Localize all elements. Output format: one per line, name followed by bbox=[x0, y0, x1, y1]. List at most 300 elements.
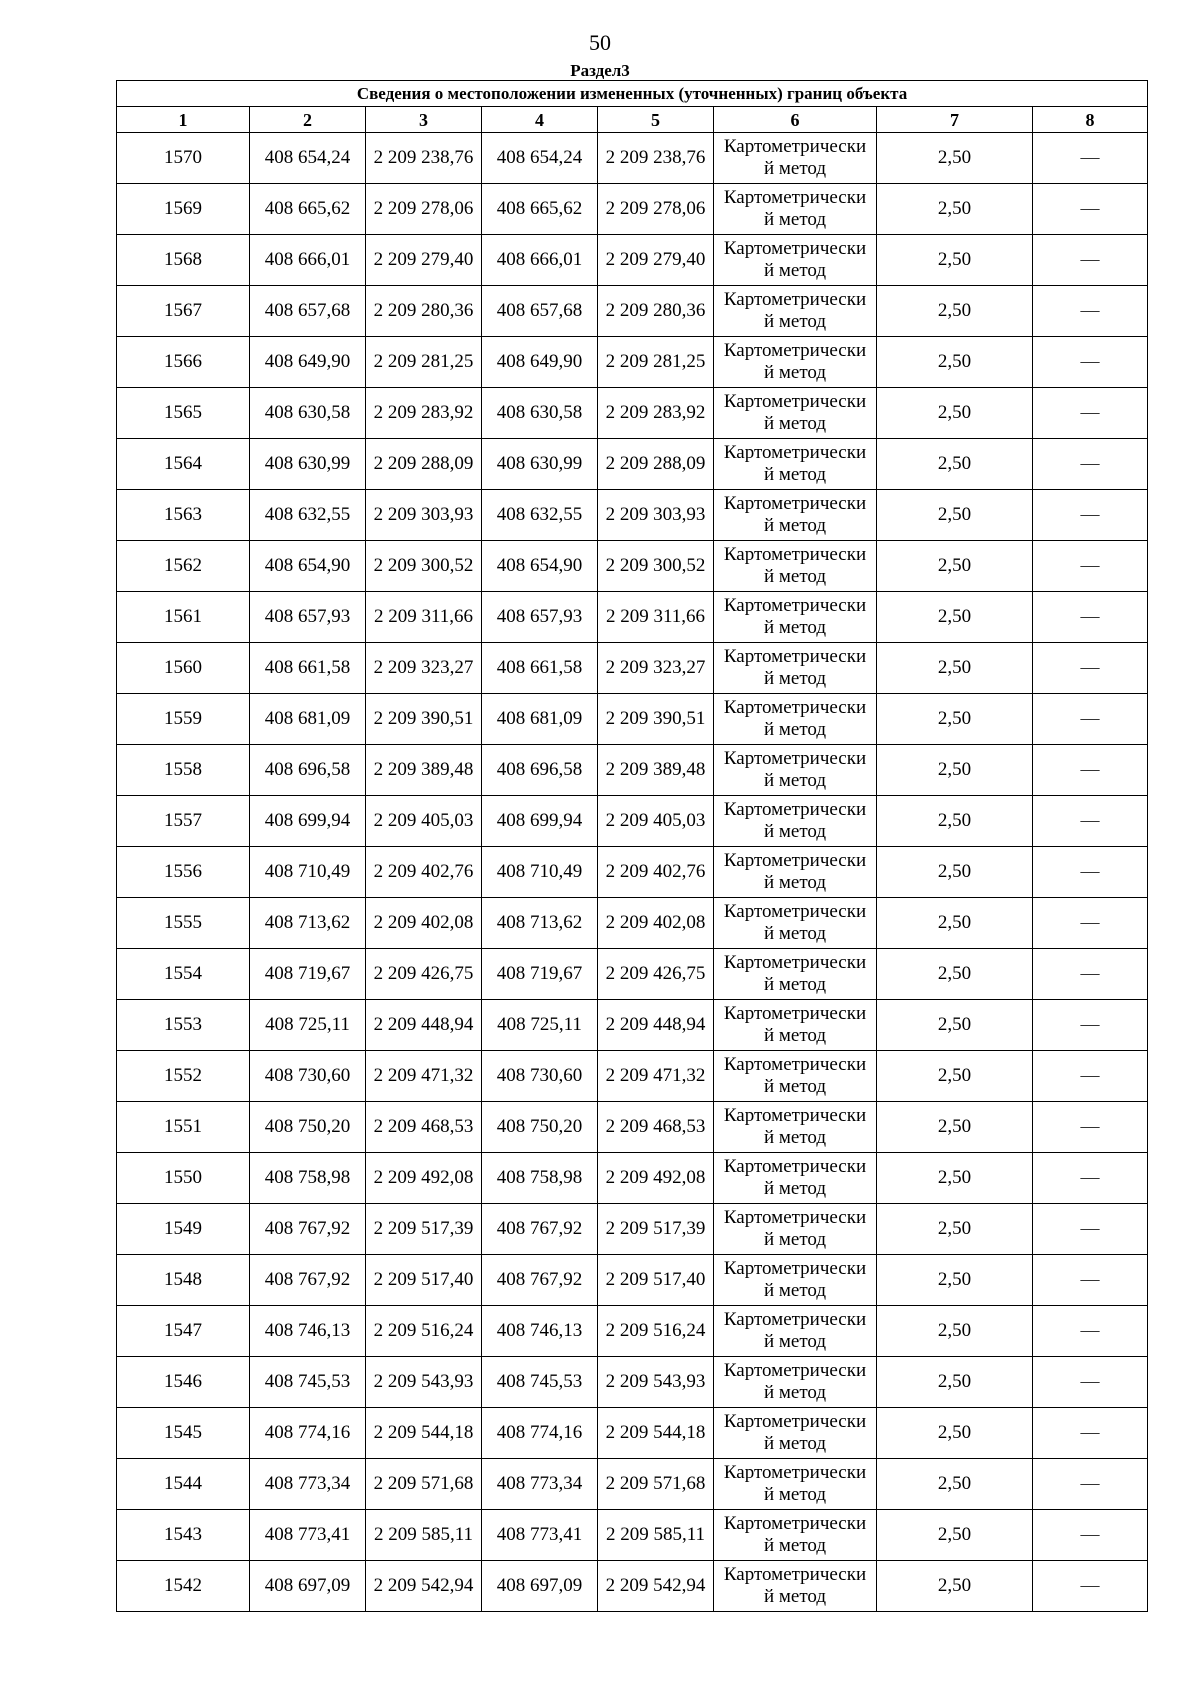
point-number-cell: 1546 bbox=[117, 1357, 250, 1408]
y-coordinate-cell: 2 209 288,09 bbox=[366, 439, 482, 490]
method-cell bbox=[714, 949, 877, 1000]
x-coordinate-refined-cell: 408 696,58 bbox=[482, 745, 598, 796]
y-coordinate-cell: 2 209 426,75 bbox=[366, 949, 482, 1000]
method-text: Картометрически bbox=[723, 1564, 867, 1585]
table-body bbox=[117, 133, 1148, 1612]
table-row bbox=[117, 1051, 1148, 1102]
y-coordinate-cell: 2 209 278,06 bbox=[366, 184, 482, 235]
notes-cell: — bbox=[1033, 235, 1148, 286]
y-coordinate-cell: 2 209 279,40 bbox=[366, 235, 482, 286]
notes-cell: — bbox=[1033, 1357, 1148, 1408]
y-coordinate-cell: 2 209 516,24 bbox=[366, 1306, 482, 1357]
method-text: Картометрически bbox=[723, 1360, 867, 1381]
point-number-cell: 1547 bbox=[117, 1306, 250, 1357]
accuracy-cell: 2,50 bbox=[877, 235, 1033, 286]
table-row bbox=[117, 541, 1148, 592]
y-coordinate-cell: 2 209 303,93 bbox=[366, 490, 482, 541]
x-coordinate-cell: 408 725,11 bbox=[250, 1000, 366, 1051]
accuracy-cell: 2,50 bbox=[877, 541, 1033, 592]
accuracy-cell: 2,50 bbox=[877, 439, 1033, 490]
method-cell bbox=[714, 898, 877, 949]
y-coordinate-refined-cell: 2 209 281,25 bbox=[598, 337, 714, 388]
table-row bbox=[117, 1510, 1148, 1561]
method-text: й метод bbox=[763, 1484, 827, 1505]
y-coordinate-refined-cell: 2 209 426,75 bbox=[598, 949, 714, 1000]
table-row bbox=[117, 1153, 1148, 1204]
y-coordinate-cell: 2 209 402,08 bbox=[366, 898, 482, 949]
notes-cell: — bbox=[1033, 388, 1148, 439]
method-cell bbox=[714, 184, 877, 235]
notes-cell: — bbox=[1033, 1051, 1148, 1102]
y-coordinate-cell: 2 209 517,40 bbox=[366, 1255, 482, 1306]
method-cell bbox=[714, 337, 877, 388]
method-text: й метод bbox=[763, 413, 827, 434]
accuracy-cell: 2,50 bbox=[877, 1459, 1033, 1510]
x-coordinate-refined-cell: 408 767,92 bbox=[482, 1255, 598, 1306]
method-text: й метод bbox=[763, 668, 827, 689]
x-coordinate-refined-cell: 408 719,67 bbox=[482, 949, 598, 1000]
y-coordinate-refined-cell: 2 209 542,94 bbox=[598, 1561, 714, 1612]
x-coordinate-refined-cell: 408 665,62 bbox=[482, 184, 598, 235]
notes-cell: — bbox=[1033, 439, 1148, 490]
method-text: Картометрически bbox=[723, 697, 867, 718]
y-coordinate-cell: 2 209 281,25 bbox=[366, 337, 482, 388]
x-coordinate-refined-cell: 408 750,20 bbox=[482, 1102, 598, 1153]
method-text: Картометрически bbox=[723, 1207, 867, 1228]
method-text: Картометрически bbox=[723, 1309, 867, 1330]
notes-cell: — bbox=[1033, 694, 1148, 745]
accuracy-cell: 2,50 bbox=[877, 1000, 1033, 1051]
point-number-cell: 1561 bbox=[117, 592, 250, 643]
accuracy-cell: 2,50 bbox=[877, 1510, 1033, 1561]
x-coordinate-refined-cell: 408 657,68 bbox=[482, 286, 598, 337]
point-number-cell: 1568 bbox=[117, 235, 250, 286]
accuracy-cell: 2,50 bbox=[877, 1051, 1033, 1102]
method-text: Картометрически bbox=[723, 1411, 867, 1432]
notes-cell: — bbox=[1033, 898, 1148, 949]
y-coordinate-cell: 2 209 542,94 bbox=[366, 1561, 482, 1612]
x-coordinate-cell: 408 713,62 bbox=[250, 898, 366, 949]
y-coordinate-refined-cell: 2 209 516,24 bbox=[598, 1306, 714, 1357]
method-text: Картометрически bbox=[723, 442, 867, 463]
point-number-cell: 1552 bbox=[117, 1051, 250, 1102]
method-text: й метод bbox=[763, 821, 827, 842]
table-row bbox=[117, 1408, 1148, 1459]
y-coordinate-refined-cell: 2 209 402,76 bbox=[598, 847, 714, 898]
method-text: Картометрически bbox=[723, 340, 867, 361]
method-text: Картометрически bbox=[723, 595, 867, 616]
notes-cell: — bbox=[1033, 643, 1148, 694]
method-text: Картометрически bbox=[723, 391, 867, 412]
notes-cell: — bbox=[1033, 592, 1148, 643]
notes-cell: — bbox=[1033, 1255, 1148, 1306]
x-coordinate-cell: 408 710,49 bbox=[250, 847, 366, 898]
method-cell bbox=[714, 1510, 877, 1561]
accuracy-cell: 2,50 bbox=[877, 592, 1033, 643]
x-coordinate-refined-cell: 408 713,62 bbox=[482, 898, 598, 949]
x-coordinate-cell: 408 657,93 bbox=[250, 592, 366, 643]
accuracy-cell: 2,50 bbox=[877, 898, 1033, 949]
y-coordinate-refined-cell: 2 209 405,03 bbox=[598, 796, 714, 847]
y-coordinate-cell: 2 209 283,92 bbox=[366, 388, 482, 439]
table-row bbox=[117, 388, 1148, 439]
column-number: 1 bbox=[117, 107, 250, 133]
notes-cell: — bbox=[1033, 1561, 1148, 1612]
x-coordinate-cell: 408 632,55 bbox=[250, 490, 366, 541]
x-coordinate-refined-cell: 408 654,24 bbox=[482, 133, 598, 184]
notes-cell: — bbox=[1033, 1459, 1148, 1510]
x-coordinate-refined-cell: 408 773,34 bbox=[482, 1459, 598, 1510]
y-coordinate-cell: 2 209 571,68 bbox=[366, 1459, 482, 1510]
method-text: Картометрически bbox=[723, 850, 867, 871]
x-coordinate-cell: 408 657,68 bbox=[250, 286, 366, 337]
method-cell bbox=[714, 1102, 877, 1153]
method-cell bbox=[714, 1357, 877, 1408]
x-coordinate-refined-cell: 408 758,98 bbox=[482, 1153, 598, 1204]
method-cell bbox=[714, 1561, 877, 1612]
accuracy-cell: 2,50 bbox=[877, 133, 1033, 184]
column-number: 5 bbox=[598, 107, 714, 133]
table-row bbox=[117, 694, 1148, 745]
table-row bbox=[117, 1459, 1148, 1510]
y-coordinate-refined-cell: 2 209 585,11 bbox=[598, 1510, 714, 1561]
y-coordinate-refined-cell: 2 209 492,08 bbox=[598, 1153, 714, 1204]
y-coordinate-refined-cell: 2 209 390,51 bbox=[598, 694, 714, 745]
method-text: Картометрически bbox=[723, 544, 867, 565]
method-cell bbox=[714, 847, 877, 898]
y-coordinate-refined-cell: 2 209 448,94 bbox=[598, 1000, 714, 1051]
x-coordinate-refined-cell: 408 632,55 bbox=[482, 490, 598, 541]
x-coordinate-refined-cell: 408 657,93 bbox=[482, 592, 598, 643]
y-coordinate-refined-cell: 2 209 323,27 bbox=[598, 643, 714, 694]
accuracy-cell: 2,50 bbox=[877, 1153, 1033, 1204]
y-coordinate-refined-cell: 2 209 311,66 bbox=[598, 592, 714, 643]
accuracy-cell: 2,50 bbox=[877, 184, 1033, 235]
method-cell bbox=[714, 439, 877, 490]
method-cell bbox=[714, 1306, 877, 1357]
column-number: 2 bbox=[250, 107, 366, 133]
method-text: Картометрически bbox=[723, 1258, 867, 1279]
table-row bbox=[117, 1357, 1148, 1408]
method-cell bbox=[714, 1153, 877, 1204]
x-coordinate-cell: 408 750,20 bbox=[250, 1102, 366, 1153]
y-coordinate-refined-cell: 2 209 300,52 bbox=[598, 541, 714, 592]
method-text: й метод bbox=[763, 872, 827, 893]
x-coordinate-cell: 408 666,01 bbox=[250, 235, 366, 286]
method-text: Картометрически bbox=[723, 952, 867, 973]
notes-cell: — bbox=[1033, 286, 1148, 337]
x-coordinate-refined-cell: 408 697,09 bbox=[482, 1561, 598, 1612]
notes-cell: — bbox=[1033, 133, 1148, 184]
point-number-cell: 1542 bbox=[117, 1561, 250, 1612]
table-row bbox=[117, 235, 1148, 286]
y-coordinate-cell: 2 209 280,36 bbox=[366, 286, 482, 337]
method-cell bbox=[714, 490, 877, 541]
accuracy-cell: 2,50 bbox=[877, 1561, 1033, 1612]
point-number-cell: 1564 bbox=[117, 439, 250, 490]
accuracy-cell: 2,50 bbox=[877, 796, 1033, 847]
coordinates-table bbox=[116, 80, 1148, 1612]
y-coordinate-cell: 2 209 311,66 bbox=[366, 592, 482, 643]
method-text: й метод bbox=[763, 617, 827, 638]
accuracy-cell: 2,50 bbox=[877, 388, 1033, 439]
method-text: й метод bbox=[763, 158, 827, 179]
method-cell bbox=[714, 235, 877, 286]
y-coordinate-cell: 2 209 492,08 bbox=[366, 1153, 482, 1204]
x-coordinate-refined-cell: 408 630,99 bbox=[482, 439, 598, 490]
y-coordinate-refined-cell: 2 209 389,48 bbox=[598, 745, 714, 796]
x-coordinate-refined-cell: 408 725,11 bbox=[482, 1000, 598, 1051]
method-cell bbox=[714, 1051, 877, 1102]
method-cell bbox=[714, 1204, 877, 1255]
point-number-cell: 1545 bbox=[117, 1408, 250, 1459]
method-cell bbox=[714, 133, 877, 184]
x-coordinate-cell: 408 745,53 bbox=[250, 1357, 366, 1408]
method-text: й метод bbox=[763, 1433, 827, 1454]
method-text: Картометрически bbox=[723, 1462, 867, 1483]
x-coordinate-cell: 408 665,62 bbox=[250, 184, 366, 235]
x-coordinate-cell: 408 767,92 bbox=[250, 1255, 366, 1306]
method-cell bbox=[714, 592, 877, 643]
x-coordinate-refined-cell: 408 730,60 bbox=[482, 1051, 598, 1102]
method-text: Картометрически bbox=[723, 1513, 867, 1534]
method-cell bbox=[714, 796, 877, 847]
point-number-cell: 1558 bbox=[117, 745, 250, 796]
method-cell bbox=[714, 541, 877, 592]
x-coordinate-cell: 408 746,13 bbox=[250, 1306, 366, 1357]
method-text: й метод bbox=[763, 719, 827, 740]
x-coordinate-cell: 408 630,58 bbox=[250, 388, 366, 439]
point-number-cell: 1560 bbox=[117, 643, 250, 694]
table-row bbox=[117, 337, 1148, 388]
x-coordinate-cell: 408 654,90 bbox=[250, 541, 366, 592]
method-text: Картометрически bbox=[723, 646, 867, 667]
method-cell bbox=[714, 1459, 877, 1510]
point-number-cell: 1570 bbox=[117, 133, 250, 184]
x-coordinate-cell: 408 774,16 bbox=[250, 1408, 366, 1459]
table-row bbox=[117, 592, 1148, 643]
accuracy-cell: 2,50 bbox=[877, 949, 1033, 1000]
point-number-cell: 1557 bbox=[117, 796, 250, 847]
x-coordinate-cell: 408 730,60 bbox=[250, 1051, 366, 1102]
y-coordinate-cell: 2 209 543,93 bbox=[366, 1357, 482, 1408]
x-coordinate-refined-cell: 408 773,41 bbox=[482, 1510, 598, 1561]
method-text: Картометрически bbox=[723, 799, 867, 820]
point-number-cell: 1556 bbox=[117, 847, 250, 898]
accuracy-cell: 2,50 bbox=[877, 1102, 1033, 1153]
method-cell bbox=[714, 1408, 877, 1459]
table-row bbox=[117, 1255, 1148, 1306]
table-row bbox=[117, 1204, 1148, 1255]
method-text: й метод bbox=[763, 515, 827, 536]
method-cell bbox=[714, 643, 877, 694]
table-row bbox=[117, 184, 1148, 235]
method-text: й метод bbox=[763, 260, 827, 281]
table-row bbox=[117, 133, 1148, 184]
method-text: й метод bbox=[763, 566, 827, 587]
method-cell bbox=[714, 1255, 877, 1306]
method-text: й метод bbox=[763, 362, 827, 383]
y-coordinate-cell: 2 209 402,76 bbox=[366, 847, 482, 898]
point-number-cell: 1549 bbox=[117, 1204, 250, 1255]
y-coordinate-refined-cell: 2 209 238,76 bbox=[598, 133, 714, 184]
method-cell bbox=[714, 286, 877, 337]
table-row bbox=[117, 490, 1148, 541]
accuracy-cell: 2,50 bbox=[877, 847, 1033, 898]
y-coordinate-cell: 2 209 323,27 bbox=[366, 643, 482, 694]
method-cell bbox=[714, 745, 877, 796]
method-text: й метод bbox=[763, 1127, 827, 1148]
method-text: й метод bbox=[763, 974, 827, 995]
method-text: й метод bbox=[763, 923, 827, 944]
method-text: й метод bbox=[763, 1178, 827, 1199]
x-coordinate-cell: 408 681,09 bbox=[250, 694, 366, 745]
x-coordinate-cell: 408 649,90 bbox=[250, 337, 366, 388]
method-text: Картометрически bbox=[723, 1054, 867, 1075]
method-text: Картометрически bbox=[723, 493, 867, 514]
notes-cell: — bbox=[1033, 1510, 1148, 1561]
y-coordinate-refined-cell: 2 209 283,92 bbox=[598, 388, 714, 439]
accuracy-cell: 2,50 bbox=[877, 643, 1033, 694]
method-text: й метод bbox=[763, 1076, 827, 1097]
accuracy-cell: 2,50 bbox=[877, 490, 1033, 541]
method-text: Картометрически bbox=[723, 748, 867, 769]
table-row bbox=[117, 949, 1148, 1000]
method-text: й метод bbox=[763, 464, 827, 485]
accuracy-cell: 2,50 bbox=[877, 286, 1033, 337]
x-coordinate-cell: 408 719,67 bbox=[250, 949, 366, 1000]
y-coordinate-refined-cell: 2 209 288,09 bbox=[598, 439, 714, 490]
notes-cell: — bbox=[1033, 184, 1148, 235]
table-row bbox=[117, 796, 1148, 847]
x-coordinate-refined-cell: 408 681,09 bbox=[482, 694, 598, 745]
method-text: Картометрически bbox=[723, 289, 867, 310]
point-number-cell: 1554 bbox=[117, 949, 250, 1000]
y-coordinate-cell: 2 209 390,51 bbox=[366, 694, 482, 745]
y-coordinate-refined-cell: 2 209 303,93 bbox=[598, 490, 714, 541]
x-coordinate-cell: 408 696,58 bbox=[250, 745, 366, 796]
method-text: й метод bbox=[763, 209, 827, 230]
method-text: Картометрически bbox=[723, 1156, 867, 1177]
accuracy-cell: 2,50 bbox=[877, 694, 1033, 745]
x-coordinate-refined-cell: 408 649,90 bbox=[482, 337, 598, 388]
point-number-cell: 1562 bbox=[117, 541, 250, 592]
accuracy-cell: 2,50 bbox=[877, 337, 1033, 388]
x-coordinate-cell: 408 773,34 bbox=[250, 1459, 366, 1510]
x-coordinate-refined-cell: 408 710,49 bbox=[482, 847, 598, 898]
point-number-cell: 1563 bbox=[117, 490, 250, 541]
table-caption: Сведения о местоположении измененных (уточненных) границ объекта bbox=[117, 81, 1148, 107]
accuracy-cell: 2,50 bbox=[877, 745, 1033, 796]
y-coordinate-refined-cell: 2 209 278,06 bbox=[598, 184, 714, 235]
method-text: Картометрически bbox=[723, 136, 867, 157]
point-number-cell: 1544 bbox=[117, 1459, 250, 1510]
column-number: 4 bbox=[482, 107, 598, 133]
notes-cell: — bbox=[1033, 1408, 1148, 1459]
table-row bbox=[117, 439, 1148, 490]
table-row bbox=[117, 1000, 1148, 1051]
y-coordinate-cell: 2 209 471,32 bbox=[366, 1051, 482, 1102]
y-coordinate-cell: 2 209 389,48 bbox=[366, 745, 482, 796]
x-coordinate-cell: 408 773,41 bbox=[250, 1510, 366, 1561]
y-coordinate-refined-cell: 2 209 402,08 bbox=[598, 898, 714, 949]
point-number-cell: 1551 bbox=[117, 1102, 250, 1153]
table-row bbox=[117, 286, 1148, 337]
method-text: Картометрически bbox=[723, 1003, 867, 1024]
method-text: й метод bbox=[763, 1025, 827, 1046]
notes-cell: — bbox=[1033, 1102, 1148, 1153]
accuracy-cell: 2,50 bbox=[877, 1255, 1033, 1306]
method-text: Картометрически bbox=[723, 187, 867, 208]
point-number-cell: 1569 bbox=[117, 184, 250, 235]
column-number-row bbox=[117, 107, 1148, 133]
notes-cell: — bbox=[1033, 745, 1148, 796]
accuracy-cell: 2,50 bbox=[877, 1408, 1033, 1459]
table-row bbox=[117, 1561, 1148, 1612]
y-coordinate-cell: 2 209 238,76 bbox=[366, 133, 482, 184]
x-coordinate-refined-cell: 408 666,01 bbox=[482, 235, 598, 286]
table-row bbox=[117, 1102, 1148, 1153]
notes-cell: — bbox=[1033, 796, 1148, 847]
point-number-cell: 1559 bbox=[117, 694, 250, 745]
table-row bbox=[117, 745, 1148, 796]
point-number-cell: 1566 bbox=[117, 337, 250, 388]
point-number-cell: 1543 bbox=[117, 1510, 250, 1561]
y-coordinate-refined-cell: 2 209 543,93 bbox=[598, 1357, 714, 1408]
x-coordinate-cell: 408 654,24 bbox=[250, 133, 366, 184]
x-coordinate-refined-cell: 408 699,94 bbox=[482, 796, 598, 847]
x-coordinate-cell: 408 630,99 bbox=[250, 439, 366, 490]
y-coordinate-cell: 2 209 585,11 bbox=[366, 1510, 482, 1561]
x-coordinate-cell: 408 767,92 bbox=[250, 1204, 366, 1255]
x-coordinate-refined-cell: 408 661,58 bbox=[482, 643, 598, 694]
method-text: й метод bbox=[763, 770, 827, 791]
y-coordinate-cell: 2 209 405,03 bbox=[366, 796, 482, 847]
section-title: Раздел3 bbox=[570, 61, 630, 80]
method-cell bbox=[714, 1000, 877, 1051]
method-text: Картометрически bbox=[723, 1105, 867, 1126]
point-number-cell: 1548 bbox=[117, 1255, 250, 1306]
y-coordinate-refined-cell: 2 209 517,40 bbox=[598, 1255, 714, 1306]
notes-cell: — bbox=[1033, 337, 1148, 388]
accuracy-cell: 2,50 bbox=[877, 1357, 1033, 1408]
x-coordinate-refined-cell: 408 746,13 bbox=[482, 1306, 598, 1357]
y-coordinate-cell: 2 209 448,94 bbox=[366, 1000, 482, 1051]
notes-cell: — bbox=[1033, 490, 1148, 541]
table-row bbox=[117, 1306, 1148, 1357]
column-number: 7 bbox=[877, 107, 1033, 133]
method-text: й метод bbox=[763, 1280, 827, 1301]
method-cell bbox=[714, 694, 877, 745]
x-coordinate-refined-cell: 408 630,58 bbox=[482, 388, 598, 439]
point-number-cell: 1553 bbox=[117, 1000, 250, 1051]
y-coordinate-cell: 2 209 517,39 bbox=[366, 1204, 482, 1255]
notes-cell: — bbox=[1033, 1306, 1148, 1357]
y-coordinate-refined-cell: 2 209 280,36 bbox=[598, 286, 714, 337]
column-number: 8 bbox=[1033, 107, 1148, 133]
notes-cell: — bbox=[1033, 1000, 1148, 1051]
point-number-cell: 1567 bbox=[117, 286, 250, 337]
page-number: 50 bbox=[589, 30, 611, 55]
y-coordinate-refined-cell: 2 209 279,40 bbox=[598, 235, 714, 286]
method-text: й метод bbox=[763, 1586, 827, 1607]
notes-cell: — bbox=[1033, 949, 1148, 1000]
table-row bbox=[117, 643, 1148, 694]
column-number: 6 bbox=[714, 107, 877, 133]
notes-cell: — bbox=[1033, 1204, 1148, 1255]
x-coordinate-cell: 408 661,58 bbox=[250, 643, 366, 694]
table-caption-row bbox=[117, 81, 1148, 107]
